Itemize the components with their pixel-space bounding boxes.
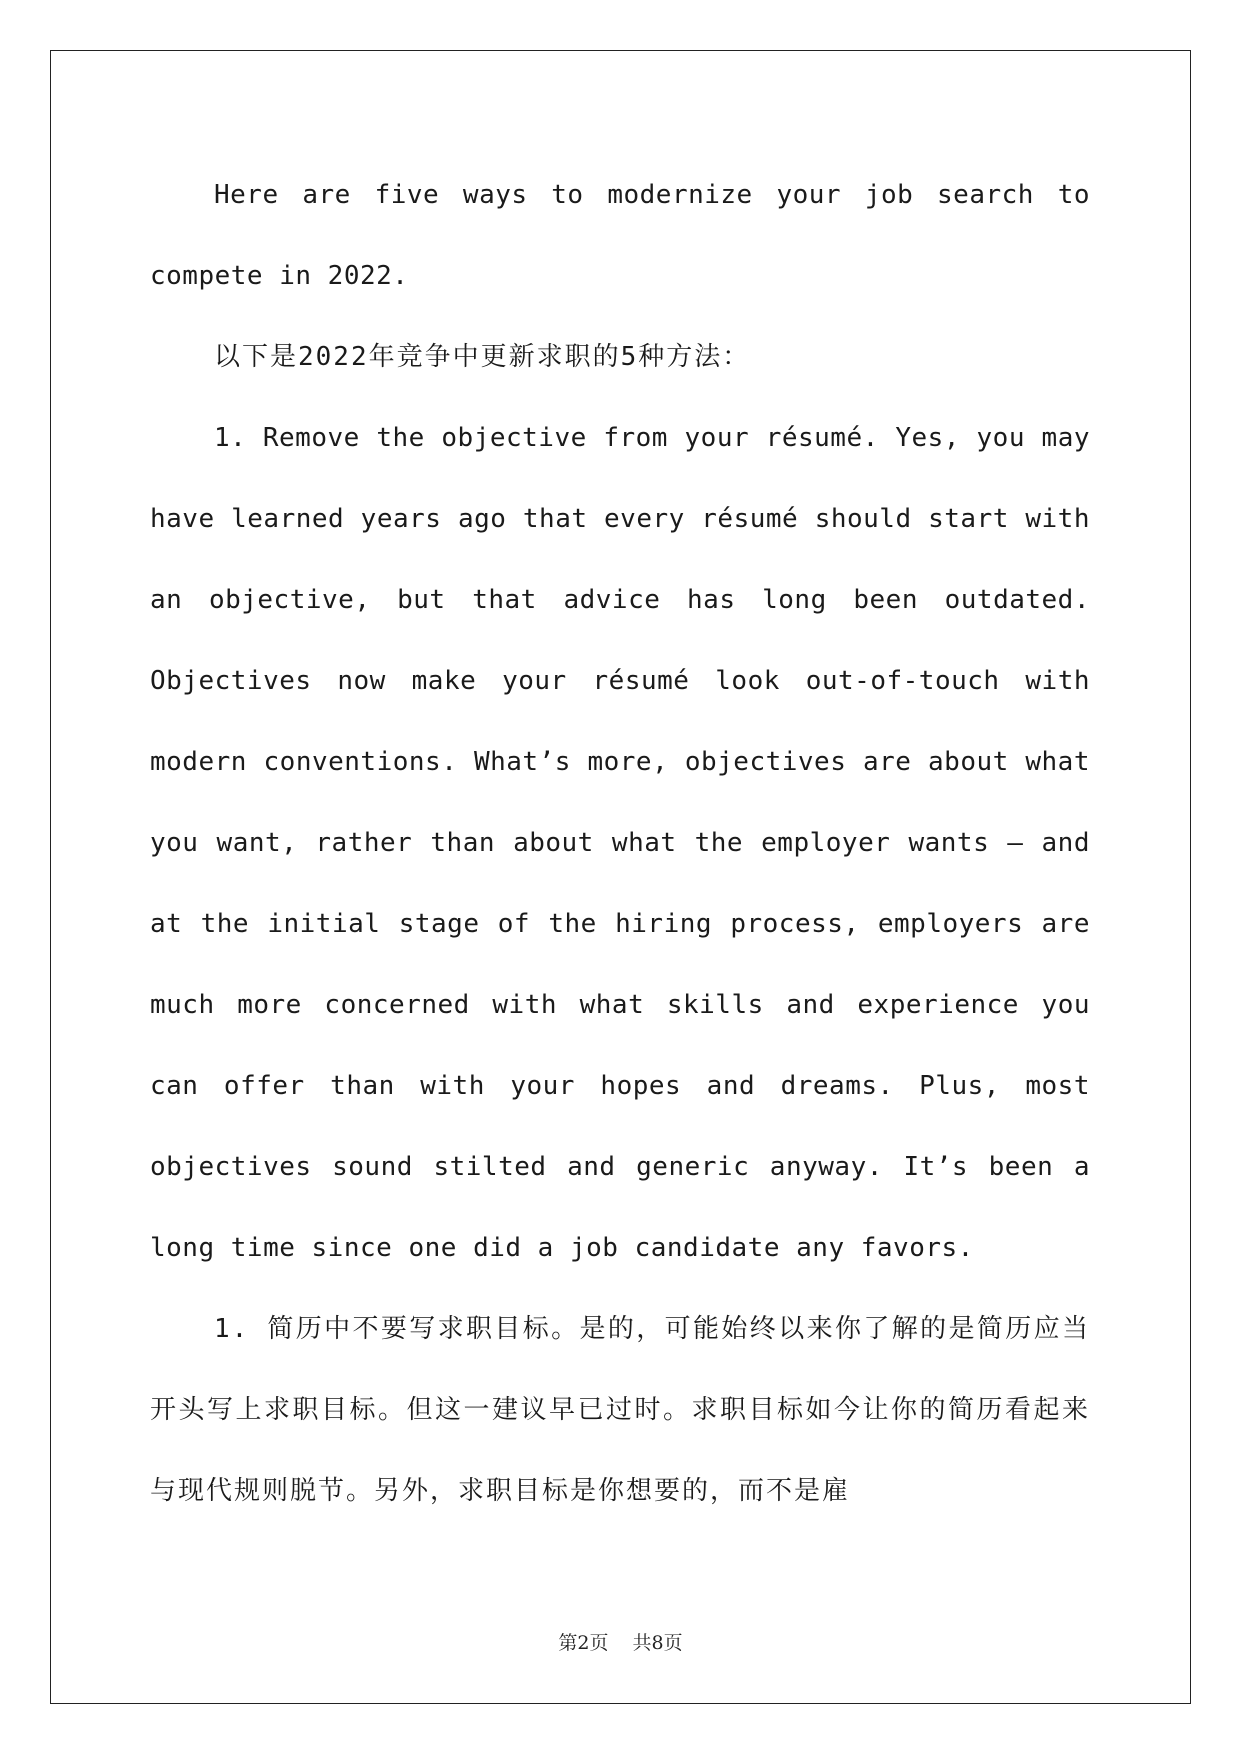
page-total: 共8页: [632, 1632, 683, 1654]
page-footer: [0, 1628, 1241, 1655]
page-number: 第2页: [558, 1632, 609, 1654]
paragraph-point1-zh: 1. 简历中不要写求职目标。是的，可能始终以来你了解的是简历应当开头写上求职目标。但这一建议早已过时。求职目标如今让你的简历看起来与现代规则脱节。另外，求职目标是你想要的，而不是雇: [150, 1314, 1090, 1506]
document-body: [150, 155, 1090, 1532]
paragraph-point1-en: 1. Remove the objective from your résumé. Yes, you may have learned years ago that every résumé should start with an objective, but that advice has long been outdated. Objectives now make your résumé look out-of-touch with modern conventions. What’s more, objectives are about what you want, rather than about what the employer wants – and at the initial stage of the hiring process, employers are much more concerned with what skills and experience you can offer than with your hopes and dreams. Plus, most objectives sound stilted and generic anyway. It’s been a long time since one did a job candidate any favors.: [150, 423, 1090, 1263]
paragraph-intro-zh: 以下是2022年竞争中更新求职的5种方法：: [214, 342, 751, 372]
paragraph-intro-en: Here are five ways to modernize your job search to compete in 2022.: [150, 180, 1090, 291]
